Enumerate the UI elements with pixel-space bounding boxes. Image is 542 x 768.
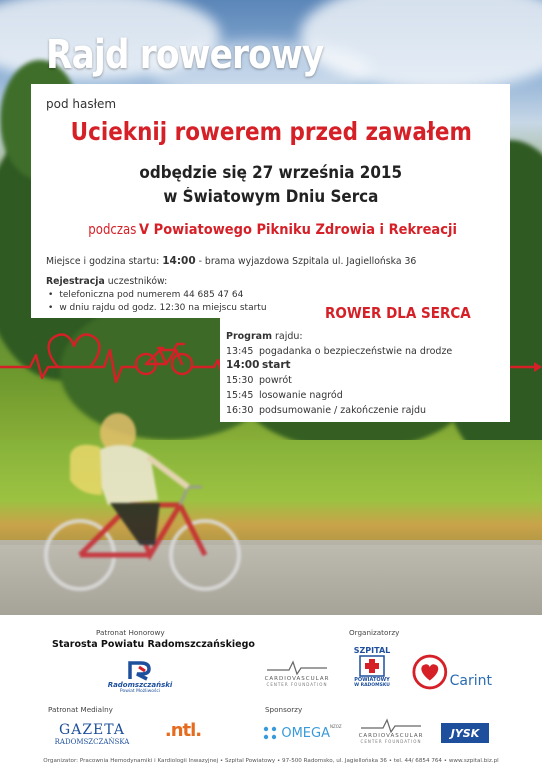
- carint-heart-icon: [412, 653, 448, 691]
- cardiovascular-logo: CARDIOVASCULAR CENTER FOUNDATION: [258, 654, 336, 690]
- campaign-label: ROWER DLA SERCA: [325, 304, 471, 322]
- slogan: Ucieknij rowerem przed zawałem: [70, 117, 472, 146]
- program-row: 16:30 podsumowanie / zakończenie rajdu: [226, 405, 427, 416]
- omega-dots-icon: [262, 725, 278, 741]
- program-row-start: 14:00 start: [226, 359, 291, 371]
- registration-item: • w dniu rajdu od godz. 12:30 na miejscu startu: [48, 303, 267, 313]
- poster-title: Rajd rowerowy: [46, 32, 324, 78]
- heartbeat-icon: [361, 717, 421, 733]
- motto-intro: pod hasłem: [46, 97, 117, 111]
- szpital-logo: SZPITAL POWIATOWY W RADOMSKU: [353, 646, 391, 688]
- program-row: 15:45 losowanie nagród: [226, 390, 343, 401]
- heartbeat-icon: [267, 658, 327, 676]
- gazeta-logo: GAZETA RADOMSZCZAŃSKA: [54, 722, 130, 746]
- media-patronage-label: Patronat Medialny: [48, 705, 113, 714]
- cardiovascular-logo-sponsor: CARDIOVASCULAR CENTER FOUNDATION: [352, 712, 430, 748]
- organizer-info: Organizator: Pracownia Hemodynamiki i Kardiologii Inwazyjnej • Szpital Powiatowy • 97-500 Radomsko, ul. Jagiellońska 36 • tel. 44/ 6854 764 • www.szpital.biz.pl: [43, 758, 499, 764]
- jysk-logo: JYSK: [441, 723, 489, 743]
- place-and-time: Miejsce i godzina startu: 14:00 - brama wyjazdowa Szpitala ul. Jagiellońska 36: [46, 255, 417, 267]
- picnic-line: podczasV Powiatowego Pikniku Zdrowia i Rekreacji: [88, 222, 457, 238]
- program-row: 15:30 powrót: [226, 375, 292, 386]
- hospital-cross-icon: [359, 655, 385, 677]
- cyclist-image: [30, 395, 260, 595]
- program-row: 13:45 pogadanka o bezpieczeństwie na drodze: [226, 346, 453, 357]
- omega-logo: OMEGA NZOZ: [262, 720, 342, 746]
- carint-logo: Carint: [412, 650, 492, 694]
- radomszczanski-logo: Radomszczański Powiat Możliwości: [100, 656, 180, 698]
- registration-item: • telefoniczna pod numerem 44 685 47 64: [48, 290, 243, 300]
- radomszczanski-emblem-icon: [125, 661, 155, 681]
- sponsors-label: Sponsorzy: [265, 705, 303, 714]
- registration-heading: Rejestracja uczestników:: [46, 276, 168, 287]
- occasion-line: w Światowym Dniu Serca: [163, 187, 379, 206]
- program-heading: Program rajdu:: [226, 331, 303, 342]
- organizers-label: Organizatorzy: [349, 628, 400, 637]
- ntl-logo: .ntl.: [164, 719, 202, 741]
- date-line: odbędzie się 27 września 2015: [139, 163, 403, 182]
- honorary-patron-name: Starosta Powiatu Radomszczańskiego: [52, 639, 255, 650]
- honorary-patronage-label: Patronat Honorowy: [96, 628, 165, 637]
